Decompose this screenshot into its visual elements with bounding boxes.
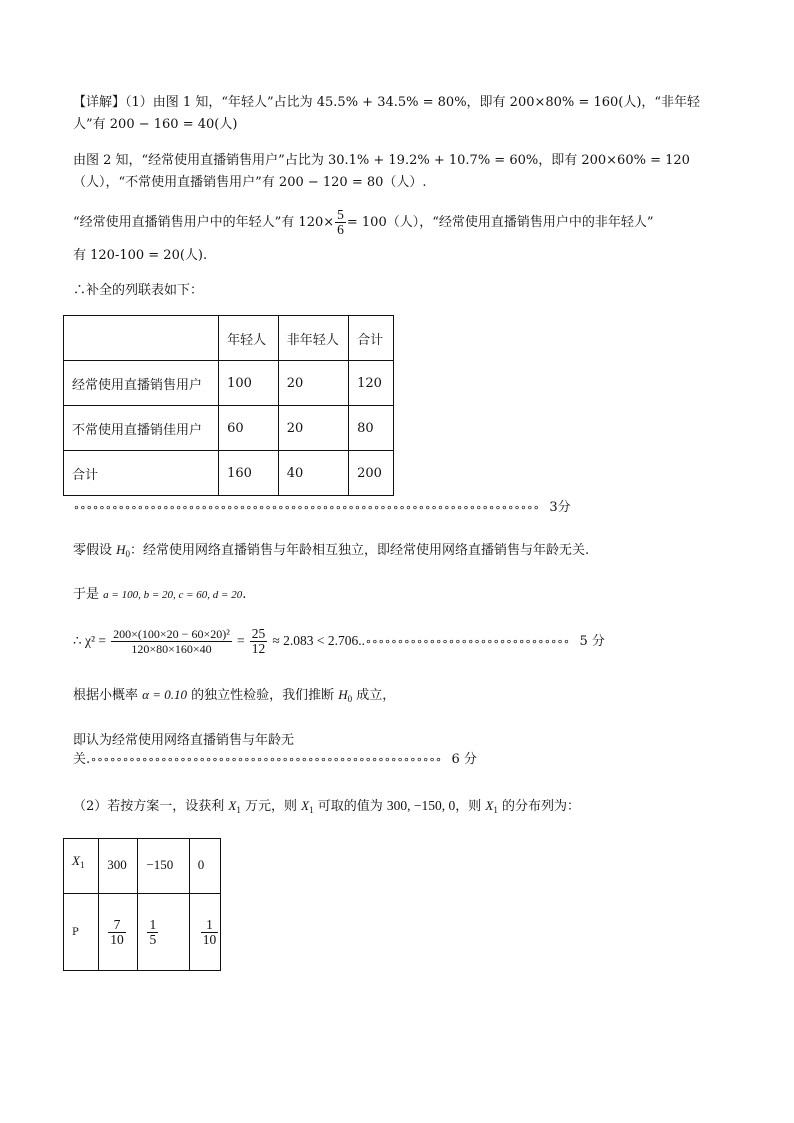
distribution-table bbox=[63, 838, 221, 971]
header-young: 年轻人 bbox=[219, 316, 279, 361]
table-row: $X_1$ 300 −150 0 bbox=[64, 839, 221, 894]
table-row bbox=[64, 894, 221, 971]
score-line-1 bbox=[73, 499, 571, 517]
plan-line: （2）若按方案一，设获利 $X_1$ 万元，则 $X_1$ 可取的值为 300, −150, 0，则 $X_1$ 的分布列为： bbox=[73, 798, 580, 815]
paragraph-2-line-1: 由图 2 知，“经常使用直播销售用户”占比为 30.1% + 19.2% + 10.7% = 60%，即有 200×60% = 120 bbox=[73, 153, 690, 168]
fraction-25-12: $\frac{25}{12}$ bbox=[251, 626, 266, 656]
table-row: 合计 160 40 200 bbox=[64, 451, 394, 496]
table-row: 经常使用直播销售用户 100 20 120 bbox=[64, 361, 394, 406]
table-header-row bbox=[64, 316, 394, 361]
null-hypothesis-line: 零假设 $H_0$：经常使用网络直播销售与年龄相互独立，即经常使用网络直播销售与年龄无关. bbox=[73, 542, 590, 559]
paragraph-3-text-a: “经常使用直播销售用户中的年轻人”有 120× bbox=[73, 215, 335, 230]
p-label: P bbox=[64, 894, 99, 971]
score-6: 6 分 bbox=[451, 752, 477, 767]
paragraph-1-line-1 bbox=[73, 94, 700, 112]
conclusion-line-1: 即认为经常使用网络直播销售与年龄无 bbox=[73, 733, 295, 748]
chi-square-fraction: $\frac{\text{200×(100×20 − 60×20)²}}{120\times 80\times 160\times 40}$ bbox=[113, 627, 230, 656]
fraction-five-sixths: $\frac{5}{6}$ bbox=[337, 207, 344, 237]
x1-label: $X_1$ bbox=[64, 839, 99, 894]
prob-1-5: $\frac{1}{5}$ bbox=[149, 916, 157, 947]
values-line: 于是 a = 100, b = 20, c = 60, d = 20. bbox=[73, 587, 247, 602]
chi-square-line: ∴ χ² = $\frac{\text{200×(100×20 − 60×20)²}}{120\times 80\times 160\times 40}$ = $\frac{25}{12}$ ≈ 2.083 < 2.706..∘∘∘∘∘∘∘∘∘∘∘∘∘∘∘∘∘∘∘∘∘∘∘∘∘∘∘∘∘∘∘∘ 5 分 bbox=[73, 626, 605, 656]
table-row: 不常使用直播销佳用户 60 20 80 bbox=[64, 406, 394, 451]
prob-1-10: $\frac{1}{10}$ bbox=[202, 916, 217, 947]
chi-square-symbol: ∴ χ² = bbox=[73, 633, 106, 648]
contingency-table bbox=[63, 315, 394, 496]
leader-dots: ∘∘∘∘∘∘∘∘∘∘∘∘∘∘∘∘∘∘∘∘∘∘∘∘∘∘∘∘∘∘∘∘∘∘∘∘∘∘∘∘∘∘∘∘∘∘∘∘∘∘∘∘∘∘∘∘∘∘∘∘∘∘∘∘∘∘∘∘∘∘∘∘∘ bbox=[73, 501, 540, 514]
paragraph-3-line-1 bbox=[73, 206, 654, 240]
independence-test-line: 根据小概率 α = 0.10 的独立性检验，我们推断 $H_0$ 成立， bbox=[73, 687, 396, 704]
header-not-young: 非年轻人 bbox=[278, 316, 348, 361]
table-intro: ∴补全的列联表如下： bbox=[73, 283, 204, 298]
paragraph-1-text: （1）由图 1 知，“年轻人”占比为 45.5% + 34.5% = 80%，即有 200×80% = 160(人)，“非年轻 bbox=[125, 95, 701, 110]
paragraph-1-line-2: 人”有 200 − 160 = 40(人) bbox=[73, 117, 238, 132]
paragraph-3-text-b: = 100（人），“经常使用直播销售用户中的非年轻人” bbox=[346, 215, 654, 230]
header-total: 合计 bbox=[349, 316, 394, 361]
detail-tag: 【详解】 bbox=[73, 95, 126, 110]
paragraph-2-line-2: （人），“不常使用直播销售用户”有 200 − 120 = 80（人）. bbox=[73, 175, 427, 190]
paragraph-3-line-2: 有 120-100 = 20(人). bbox=[73, 248, 208, 263]
score-3: 3分 bbox=[549, 500, 571, 515]
score-5: 5 分 bbox=[579, 634, 605, 649]
prob-7-10: $\frac{7}{10}$ bbox=[110, 916, 124, 947]
leader-dots: ∘∘∘∘∘∘∘∘∘∘∘∘∘∘∘∘∘∘∘∘∘∘∘∘∘∘∘∘∘∘∘∘∘∘∘∘∘∘∘∘∘∘∘∘∘∘∘∘∘∘∘∘∘∘∘ bbox=[90, 753, 442, 766]
conclusion-line-2: 关.∘∘∘∘∘∘∘∘∘∘∘∘∘∘∘∘∘∘∘∘∘∘∘∘∘∘∘∘∘∘∘∘∘∘∘∘∘∘∘∘∘∘∘∘∘∘∘∘∘∘∘∘∘∘∘ 6 分 bbox=[73, 752, 477, 767]
leader-dots: ∘∘∘∘∘∘∘∘∘∘∘∘∘∘∘∘∘∘∘∘∘∘∘∘∘∘∘∘∘∘∘∘ bbox=[365, 635, 570, 648]
